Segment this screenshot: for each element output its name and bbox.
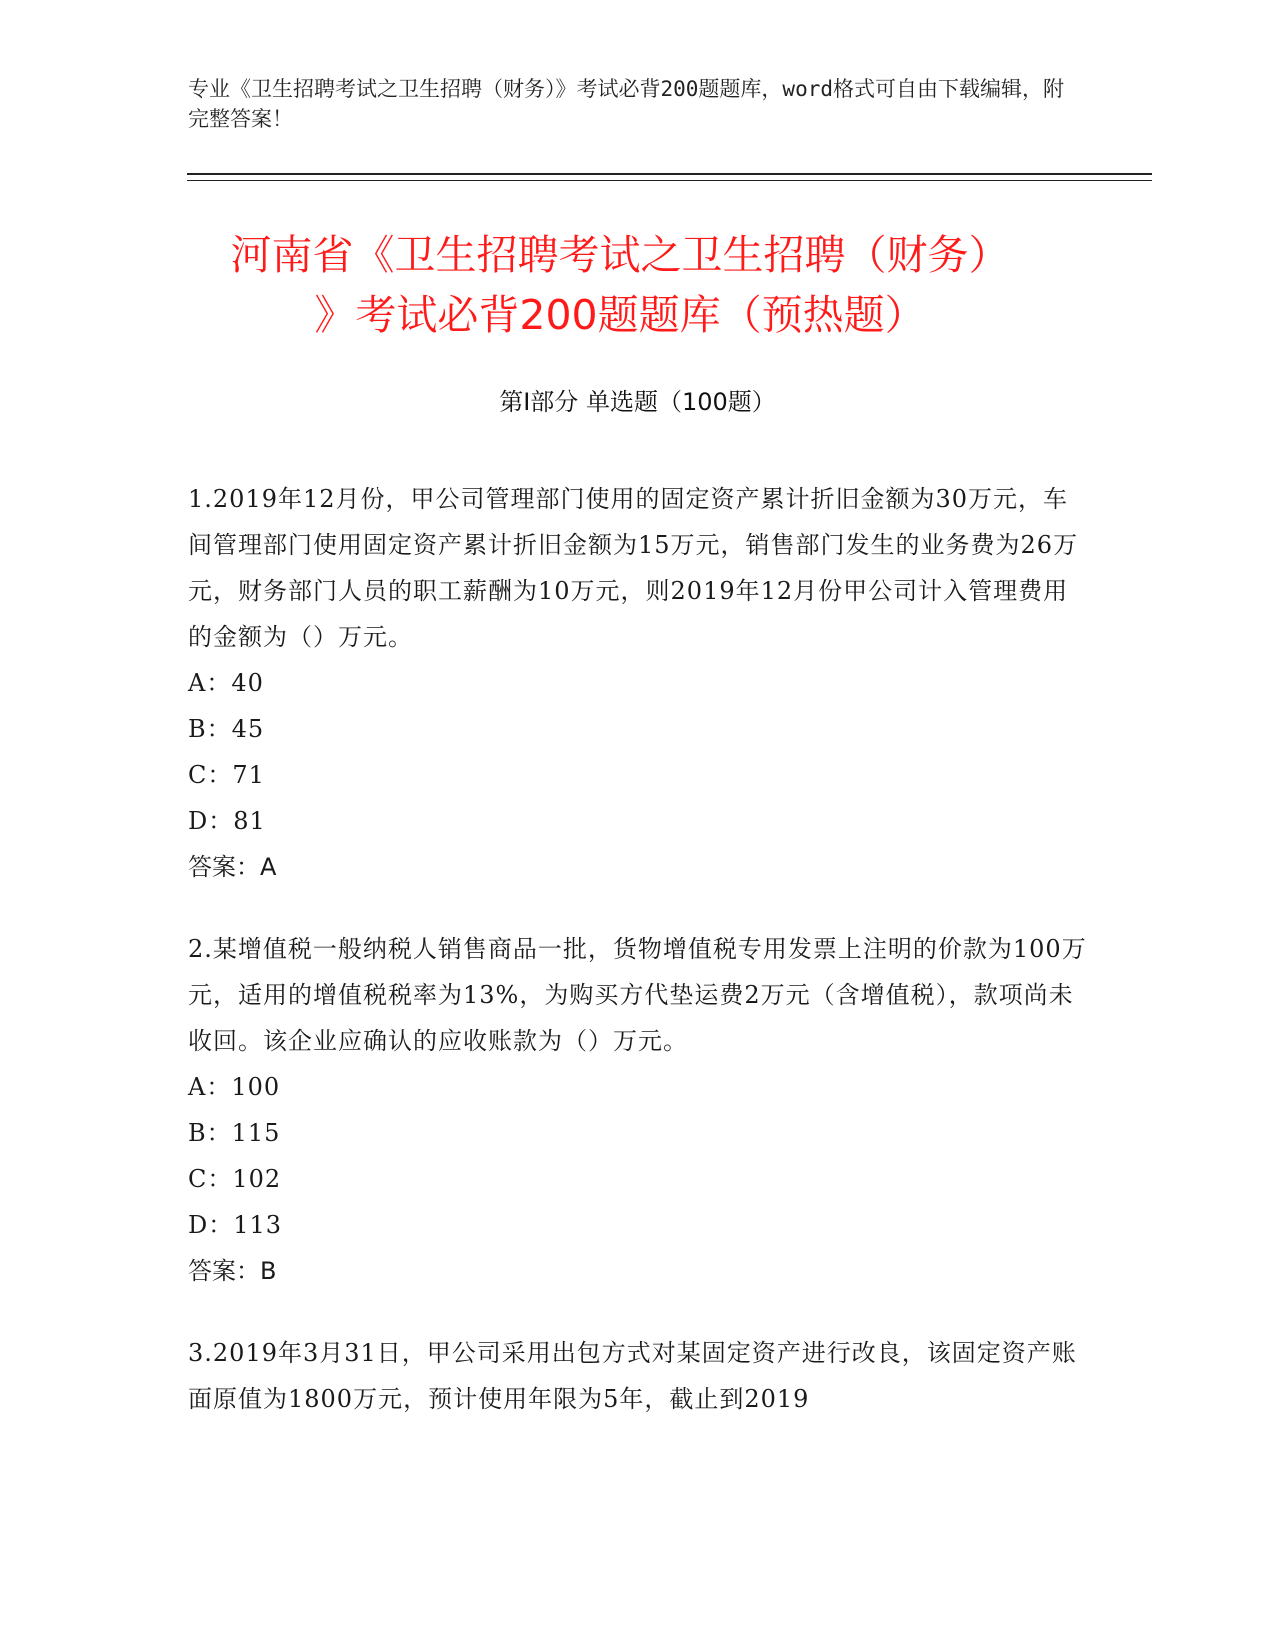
question-2	[188, 926, 1088, 1294]
option-d: D：113	[188, 1211, 283, 1239]
answer-line: 答案：B	[188, 1257, 277, 1285]
option-b: B：45	[188, 715, 265, 743]
title-line-2: 》考试必背200题题库（预热题）	[314, 291, 926, 339]
option-a: A：100	[188, 1073, 281, 1101]
question-3	[188, 1330, 1088, 1422]
header-note: 专业《卫生招聘考试之卫生招聘（财务）》考试必背200题题库，word格式可自由下载编辑，附完整答案！	[188, 77, 1064, 131]
answer-line: 答案：A	[188, 853, 277, 881]
document-title	[180, 225, 1060, 345]
question-stem: 1.2019年12月份，甲公司管理部门使用的固定资产累计折旧金额为30万元，车间管理部门使用固定资产累计折旧金额为15万元，销售部门发生的业务费为26万元，财务部门人员的职工薪酬为10万元，则2019年12月份甲公司计入管理费用的金额为（）万元。	[188, 485, 1079, 651]
option-a: A：40	[188, 669, 264, 697]
header-divider-thin	[187, 180, 1152, 181]
header-divider-thick	[187, 173, 1152, 175]
question-stem: 2.某增值税一般纳税人销售商品一批，货物增值税专用发票上注明的价款为100万元，适用的增值税税率为13%，为购买方代垫运费2万元（含增值税），款项尚未收回。该企业应确认的应收账款为（）万元。	[188, 935, 1087, 1055]
option-d: D：81	[188, 807, 266, 835]
question-stem: 3.2019年3月31日，甲公司采用出包方式对某固定资产进行改良，该固定资产账面原值为1800万元，预计使用年限为5年，截止到2019	[188, 1339, 1077, 1413]
section-title: 第I部分 单选题（100题）	[499, 388, 776, 416]
question-1	[188, 476, 1088, 890]
title-line-1: 河南省《卫生招聘考试之卫生招聘（财务）	[230, 231, 1010, 279]
option-b: B：115	[188, 1119, 281, 1147]
question-list	[188, 476, 1088, 1458]
option-c: C：102	[188, 1165, 282, 1193]
option-c: C：71	[188, 761, 265, 789]
